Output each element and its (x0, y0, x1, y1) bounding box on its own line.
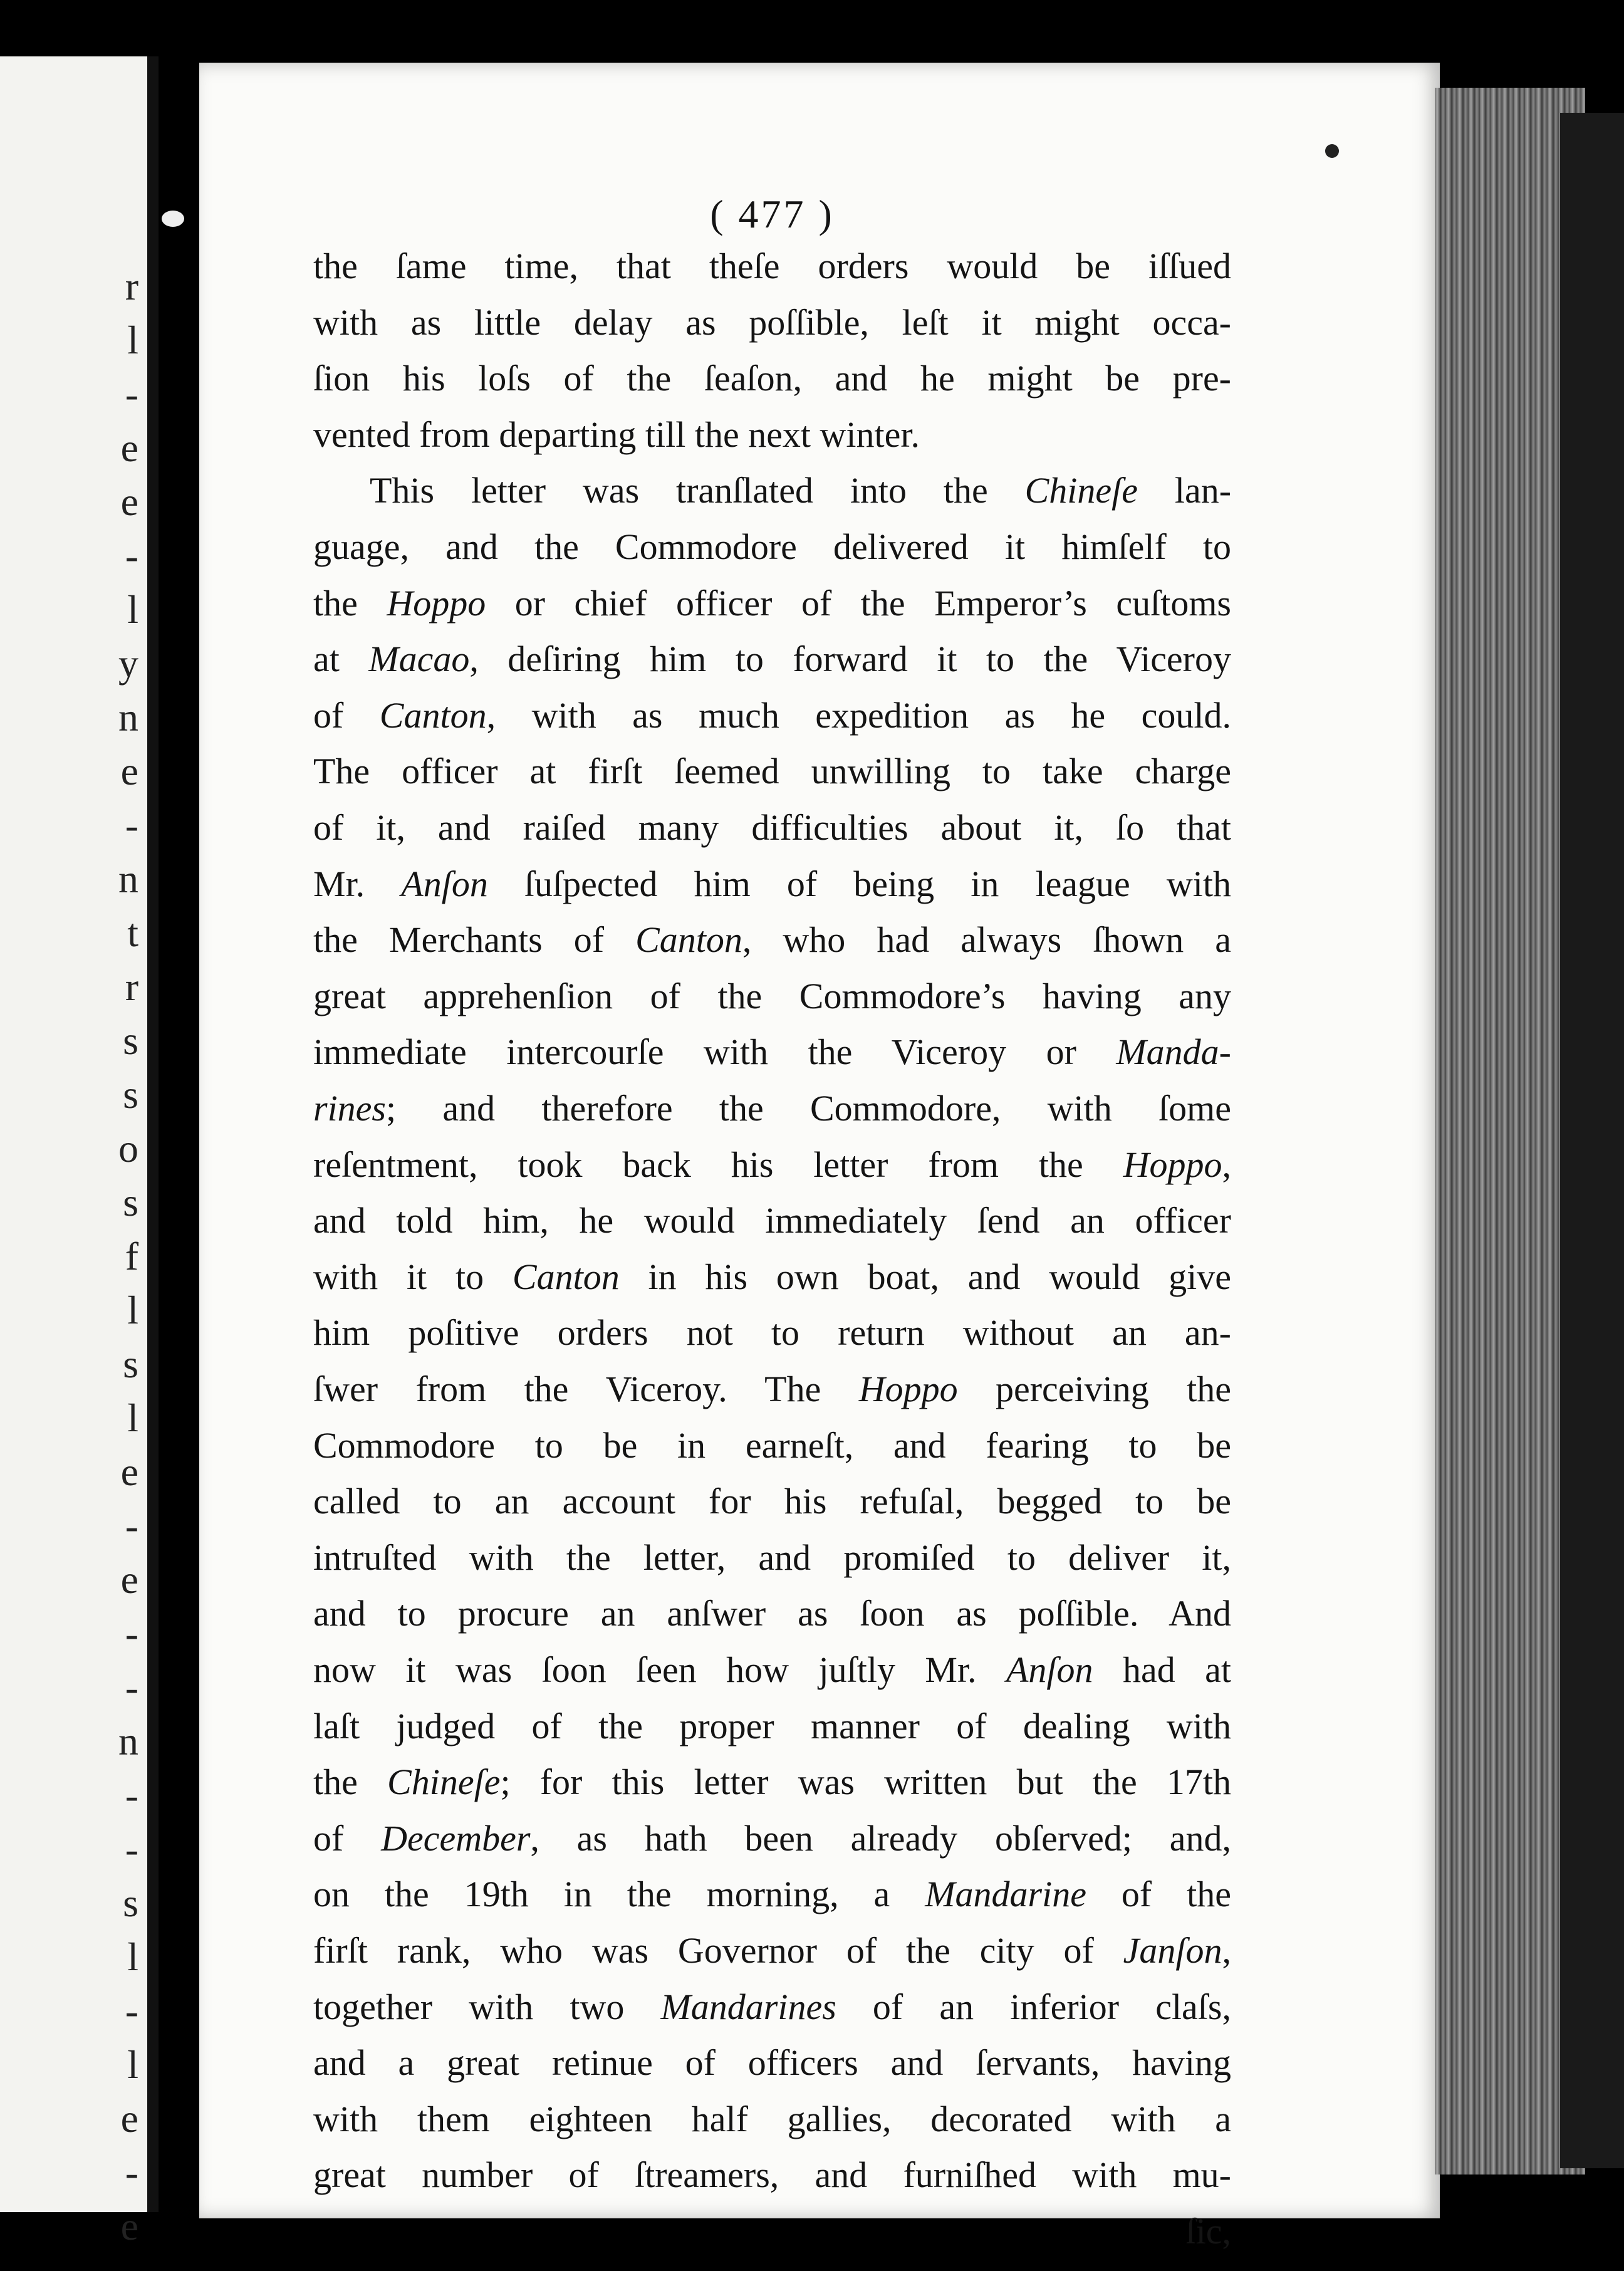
line-text: of the (1086, 1874, 1232, 1915)
text-line (313, 1083, 1231, 1134)
text-line (313, 691, 1231, 741)
text-line (313, 1814, 1231, 1864)
line-text: , deſiring him to forward it to the Viceroy (469, 639, 1231, 680)
line-text: ; for this letter was written but the 17th (500, 1762, 1232, 1803)
page-number: ( 477 ) (710, 192, 835, 236)
line-text: with it to (313, 1256, 513, 1297)
italic-text: Janſon (1123, 1930, 1222, 1971)
left-page-fragment: r (125, 964, 138, 1009)
left-page-fragment: r (125, 264, 138, 308)
text-line (313, 1364, 1231, 1414)
left-page-fragment: - (125, 803, 138, 847)
text-line (313, 466, 1231, 516)
left-page-fragment: s (123, 1342, 138, 1386)
line-text: firſt rank, who was Governor of the city of (313, 1930, 1123, 1971)
text-line (313, 1027, 1231, 1077)
line-text: great apprehenſion of the Commodore’s having any (313, 975, 1231, 1016)
text-line (313, 241, 1231, 291)
left-page-fragment: - (125, 1611, 138, 1656)
line-text: in his own boat, and would give (619, 1256, 1231, 1297)
text-line (313, 915, 1231, 965)
line-text: This letter was tranſlated into the (370, 470, 1025, 511)
line-text: immediate intercourſe with the Viceroy or (313, 1031, 1116, 1073)
text-line (313, 2038, 1231, 2088)
ink-dot (1325, 144, 1339, 158)
line-text: at (313, 639, 369, 680)
line-text: ſwer from the Viceroy. The (313, 1369, 859, 1409)
left-page-fragment: e (120, 425, 138, 470)
left-page-fragment: - (125, 1503, 138, 1548)
line-text: of an inferior claſs, (836, 1986, 1231, 2027)
left-page-fragment: n (118, 1719, 138, 1763)
line-text: The officer at firſt ſeemed unwilling to take charge (313, 751, 1231, 792)
book-cover-edge (1560, 113, 1624, 2168)
italic-text: Chineſe (1024, 470, 1138, 511)
line-text: or chief officer of the Emperor’s cuſtoms (486, 582, 1232, 624)
line-text: the ſame time, that theſe orders would be iſſued (313, 246, 1231, 286)
italic-text: Anſon (1006, 1649, 1093, 1690)
line-text: , who had always ſhown a (742, 919, 1231, 961)
left-page-fragment: e (120, 749, 138, 793)
left-page-fragment: s (123, 1018, 138, 1063)
line-text: and a great retinue of officers and ſervants, having (313, 2042, 1231, 2084)
text-line (313, 2094, 1231, 2144)
italic-text: rines (313, 1088, 386, 1129)
text-line (313, 410, 1231, 460)
italic-text: Hoppo (858, 1369, 958, 1409)
italic-text: Canton (379, 694, 487, 736)
text-line (313, 1589, 1231, 1639)
left-page-fragment: e (120, 2204, 138, 2248)
line-text: the (313, 1762, 388, 1803)
italic-text: Macao (368, 639, 470, 680)
left-page-fragment: l (127, 1288, 138, 1332)
line-text: had at (1093, 1649, 1231, 1690)
left-page-fragment: - (125, 533, 138, 578)
text-line (313, 1533, 1231, 1583)
line-text: with as little delay as poſſible, leſt it might occa- (313, 301, 1231, 343)
text-line (313, 353, 1231, 404)
left-page-fragment: l (127, 1934, 138, 1979)
text-line (313, 803, 1231, 853)
italic-text: Manda- (1116, 1031, 1231, 1073)
left-page-fragment: e (120, 1449, 138, 1494)
italic-text: Chineſe (387, 1762, 501, 1803)
text-line (313, 859, 1231, 909)
line-text: the Merchants of (313, 919, 636, 961)
left-page-fragment: s (123, 1072, 138, 1117)
line-text: Mr. (313, 863, 402, 904)
left-page-fragment: l (127, 587, 138, 632)
left-page-fragment: l (127, 2042, 138, 2087)
line-text: guage, and the Commodore delivered it himſelf to (313, 526, 1231, 567)
left-page-margin (0, 56, 159, 2248)
line-text: of it, and raiſed many difficulties about it, ſo that (313, 807, 1231, 848)
line-text: lan- (1138, 470, 1232, 511)
line-text: reſentment, took back his letter from the (313, 1144, 1123, 1185)
left-page-fragment: e (120, 2096, 138, 2141)
line-text: ſion his loſs of the ſeaſon, and he might be pre- (313, 358, 1231, 399)
line-text: of (313, 694, 380, 736)
ink-blot (162, 211, 184, 227)
text-line (313, 1757, 1231, 1807)
text-line (313, 522, 1231, 572)
text-line (313, 1701, 1231, 1752)
text-line (313, 1196, 1231, 1246)
italic-text: Mandarines (660, 1986, 836, 2027)
left-page-fragment: s (123, 1180, 138, 1224)
left-page-fragment: t (127, 911, 138, 955)
left-page-fragment: - (125, 1665, 138, 1710)
text-line (313, 634, 1231, 684)
line-text: , with as much expedition as he could. (486, 694, 1231, 736)
text-line (313, 1982, 1231, 2032)
text-line (313, 1252, 1231, 1302)
text-line (313, 1926, 1231, 1976)
left-page-fragment: - (125, 372, 138, 416)
left-page-fragment: f (125, 1234, 138, 1278)
line-text: and to procure an anſwer as ſoon as poſſible. And (313, 1593, 1231, 1634)
text-line (313, 1421, 1231, 1471)
line-text: ; and therefore the Commodore, with ſome (386, 1088, 1231, 1129)
line-text: called to an account for his refuſal, begged to be (313, 1481, 1231, 1522)
line-text: together with two (313, 1986, 661, 2027)
line-text: and told him, he would immediately ſend an officer (313, 1200, 1231, 1241)
catchword: ſic, (1185, 2211, 1231, 2252)
left-page-fragment: l (127, 318, 138, 362)
line-text: , (1222, 1930, 1231, 1971)
italic-text: Canton (512, 1256, 620, 1297)
line-text: with them eighteen half gallies, decorated with a (313, 2098, 1231, 2139)
line-text: , (1222, 1144, 1231, 1185)
text-line (313, 578, 1231, 629)
left-page-fragment: - (125, 2150, 138, 2195)
italic-text: Hoppo (387, 582, 486, 624)
line-text: great number of ſtreamers, and furniſhed with mu- (313, 2154, 1231, 2196)
left-page-fragment: e (120, 479, 138, 524)
left-page-fragment: y (118, 641, 138, 686)
left-page-fragment: - (125, 1988, 138, 2033)
line-text: of (313, 1817, 382, 1859)
left-page-fragment: n (118, 857, 138, 901)
text-line (313, 971, 1231, 1021)
text-line (313, 1869, 1231, 1919)
italic-text: Hoppo (1123, 1144, 1222, 1185)
text-line (313, 1140, 1231, 1190)
left-page-fragment: l (127, 1396, 138, 1440)
line-text: perceiving the (957, 1369, 1231, 1409)
text-line (313, 1308, 1231, 1358)
line-text: laſt judged of the proper manner of dealing with (313, 1705, 1231, 1746)
line-text: him poſitive orders not to return without an an- (313, 1312, 1231, 1354)
left-page-fragment: s (123, 1881, 138, 1925)
italic-text: Canton (635, 919, 742, 961)
italic-text: Mandarine (925, 1874, 1086, 1915)
line-text: on the 19th in the morning, a (313, 1874, 925, 1915)
text-line (313, 2150, 1231, 2200)
line-text: Commodore to be in earneſt, and fearing to be (313, 1424, 1231, 1466)
left-page-fragment: n (118, 695, 138, 739)
italic-text: December (381, 1817, 531, 1859)
line-text: intruſted with the letter, and promiſed to deliver it, (313, 1537, 1231, 1578)
left-page-fragment: o (118, 1126, 138, 1171)
line-text: now it was ſoon ſeen how juſtly Mr. (313, 1649, 1006, 1690)
left-page-fragment: - (125, 1827, 138, 1871)
italic-text: Anſon (401, 863, 488, 904)
line-text: vented from departing till the next winter. (313, 414, 920, 455)
text-line (313, 1645, 1231, 1695)
left-page-fragment: - (125, 1773, 138, 1817)
line-text: , as hath been already obſerved; and, (530, 1817, 1231, 1859)
text-line (313, 746, 1231, 796)
line-text: ſuſpected him of being in league with (487, 863, 1232, 904)
text-line (313, 298, 1231, 348)
line-text: the (313, 582, 387, 624)
left-page-fragment: e (120, 1557, 138, 1602)
text-line (313, 1476, 1231, 1527)
